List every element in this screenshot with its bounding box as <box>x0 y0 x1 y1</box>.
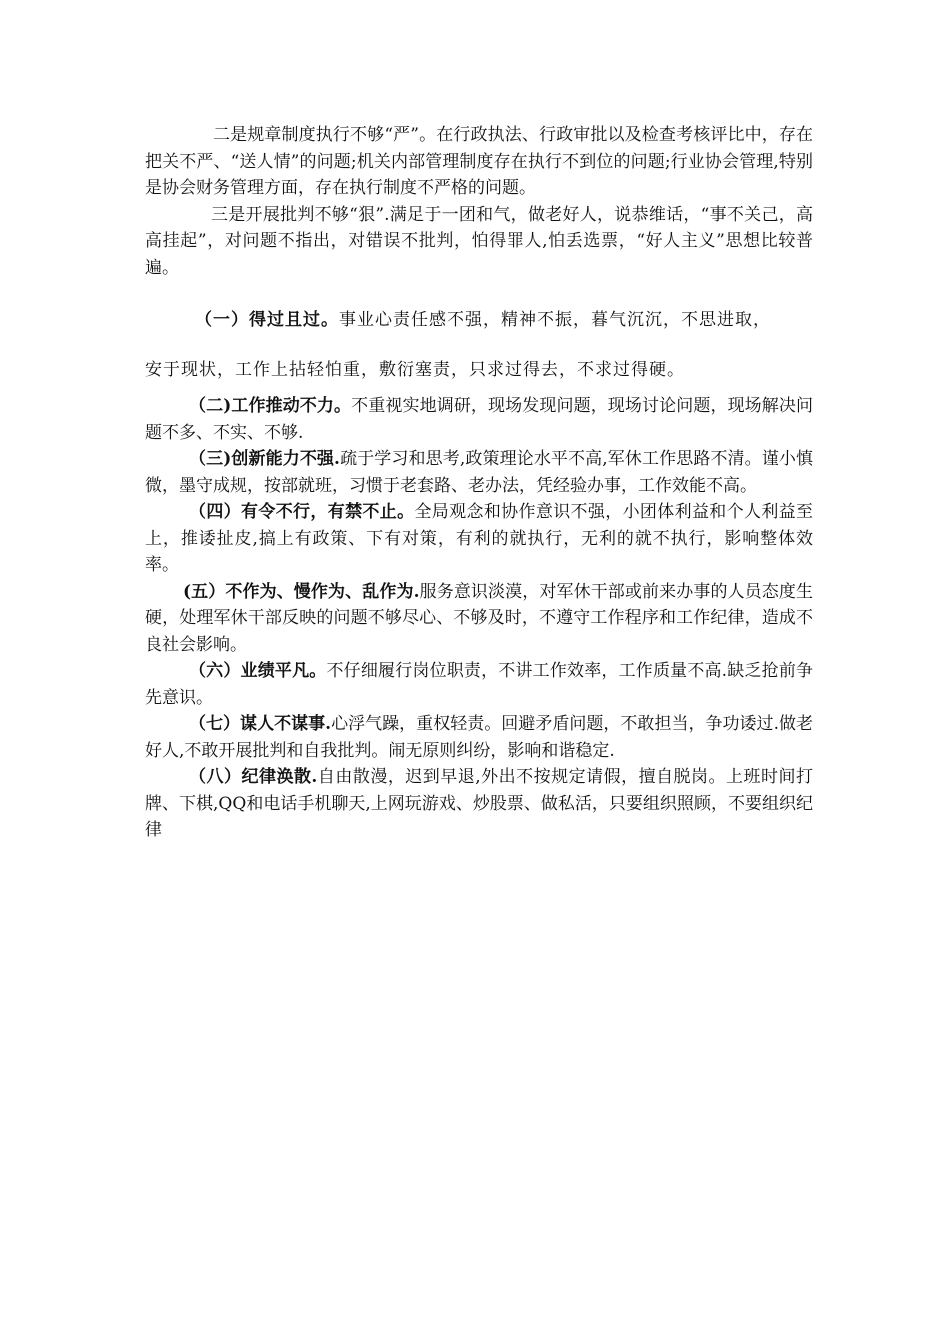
paragraph-item-1-continued <box>145 357 813 384</box>
paragraph-item-2 <box>145 393 813 446</box>
paragraph-heading: （七）谋人不谋事. <box>189 714 332 734</box>
paragraph-heading: （一）得过且过。 <box>195 310 339 330</box>
paragraph-body: 事业心责任感不强，精神不振，暮气沉沉，不思进取， <box>339 310 771 330</box>
paragraph-item-8 <box>145 764 813 844</box>
paragraph-criticism <box>145 202 813 282</box>
paragraph-body: 疏于学习和思考,政策理论水平不高,军休工作思路不清。谨小慎微，墨守成规，按部就班，习惯于老套路、老办法，凭经验办事，工作效能不高。 <box>145 449 813 496</box>
paragraph-item-1 <box>145 307 813 334</box>
paragraph-heading: （三)创新能力不强. <box>189 449 340 469</box>
paragraph-item-5 <box>145 579 813 659</box>
paragraph-body: 三是开展批判不够“狠”.满足于一团和气，做老好人，说恭维话，“事不关己，高高挂起”，对问题不指出，对错误不批判，怕得罪人,怕丢选票，“好人主义”思想比较普遍。 <box>145 204 813 278</box>
paragraph-item-7 <box>145 711 813 764</box>
paragraph-item-6 <box>145 658 813 711</box>
paragraph-item-4 <box>145 499 813 579</box>
paragraph-body: 不重视实地调研，现场发现问题，现场讨论问题，现场解决问题不多、不实、不够. <box>145 396 814 443</box>
paragraph-heading: (五）不作为、慢作为、乱作为. <box>183 581 420 602</box>
paragraph-body: 不仔细履行岗位职责，不讲工作效率，工作质量不高.缺乏抢前争先意识。 <box>145 661 813 708</box>
paragraph-rules-enforcement <box>145 122 813 202</box>
paragraph-body: 心浮气躁，重权轻责。回避矛盾问题，不敢担当，争功诿过.做老好人,不敢开展批判和自我批判。闹无原则纠纷，影响和谐稳定. <box>145 714 814 761</box>
paragraph-item-3 <box>145 446 813 499</box>
paragraph-heading: （六）业绩平凡。 <box>189 661 327 681</box>
paragraph-heading: （四）有令不行，有禁不止。 <box>189 502 415 522</box>
paragraph-body: 二是规章制度执行不够“严”。在行政执法、行政审批以及检查考核评比中，存在把关不严、“送人情”的问题;机关内部管理制度存在执行不到位的问题;行业协会管理,特别是协会财务管理方面，存在执行制度不严格的问题。 <box>145 125 813 198</box>
paragraph-body: 安于现状，工作上拈轻怕重，敷衍塞责，只求过得去，不求过得硬。 <box>145 359 685 380</box>
paragraph-body: 全局观念和协作意识不强，小团体利益和个人利益至上，推诿扯皮,搞上有政策、下有对策，有利的就执行，无利的就不执行，影响整体效率。 <box>145 502 814 575</box>
document-page <box>145 122 813 844</box>
paragraph-heading: （二)工作推动不力。 <box>189 396 352 416</box>
paragraph-body: 自由散漫，迟到早退,外出不按规定请假，擅自脱岗。上班时间打牌、下棋,QQ和电话手机聊天,上网玩游戏、炒股票、做私活，只要组织照顾，不要组织纪律 <box>145 767 813 840</box>
paragraph-heading: （八）纪律涣散. <box>189 767 318 787</box>
paragraph-body: 服务意识淡漠，对军休干部或前来办事的人员态度生硬，处理军休干部反映的问题不够尽心、不够及时，不遵守工作程序和工作纪律，造成不良社会影响。 <box>145 581 814 655</box>
